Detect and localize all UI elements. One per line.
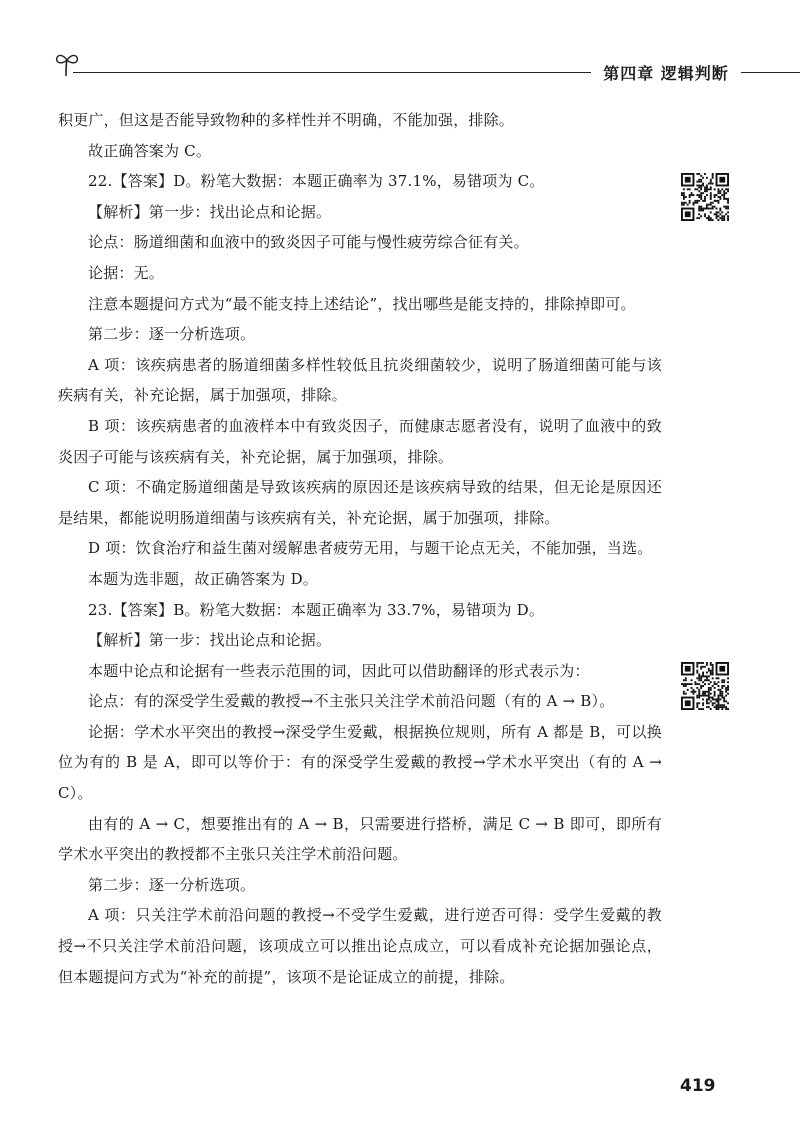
option-a-22: A 项：该疾病患者的肠道细菌多样性较低且抗炎细菌较少，说明了肠道细菌可能与该疾病有关，补充论据，属于加强项，排除。 (58, 355, 662, 405)
paragraph: 本题为选非题，故正确答案为 D。 (88, 569, 318, 588)
paragraph: 论据：无。 (88, 263, 165, 282)
page-number: 419 (680, 1076, 716, 1096)
answer-22: 22.【答案】D。粉笔大数据：本题正确率为 37.1%，易错项为 C。 (88, 172, 545, 191)
option-c-22: C 项：不确定肠道细菌是导致该疾病的原因还是该疾病导致的结果，但无论是原因还是结果，都能说明肠道细菌与该疾病有关，补充论据，属于加强项，排除。 (58, 478, 662, 527)
paragraph: 论点：有的深受学生爱戴的教授→不主张只关注学术前沿问题（有的 A → B）。 (88, 692, 615, 711)
option-a-23: A 项：只关注学术前沿问题的教授→不受学生爱戴，进行逆否可得：受学生爱戴的教授→不只关注学术前沿问题，该项成立可以推出论点成立，可以看成补充论据加强论点，但本题提问方式为“补充的前提”，该项不是论证成立的前提，排除。 (58, 906, 662, 986)
option-d-22: D 项：饮食治疗和益生菌对缓解患者疲劳无用，与题干论点无关，不能加强，当选。 (88, 539, 653, 558)
paragraph: 第二步：逐一分析选项。 (88, 875, 256, 894)
chapter-title: 第四章 逻辑判断 (591, 61, 741, 84)
sprout-icon (55, 48, 79, 78)
paragraph: 论据：学术水平突出的教授→深受学生爱戴，根据换位规则，所有 A 都是 B，可以换位为有的 B 是 A，即可以等价于：有的深受学生爱戴的教授→学术水平突出（有的 A → C）。 (58, 722, 662, 803)
paragraph: 由有的 A → C，想要推出有的 A → B，只需要进行搭桥，满足 C → B 即可，即所有学术水平突出的教授都不主张只关注学术前沿问题。 (58, 814, 662, 864)
paragraph: 故正确答案为 C。 (88, 141, 212, 160)
page-header (55, 48, 800, 88)
paragraph: 论点：肠道细菌和血液中的致炎因子可能与慢性疲劳综合征有关。 (88, 233, 529, 252)
answer-23: 23.【答案】B。粉笔大数据：本题正确率为 33.7%，易错项为 D。 (88, 600, 545, 619)
page-body (58, 105, 662, 992)
option-b-22: B 项：该疾病患者的血液样本中有致炎因子，而健康志愿者没有，说明了血液中的致炎因子可能与该疾病有关，补充论据，属于加强项，排除。 (58, 416, 662, 466)
paragraph: 本题中论点和论据有一些表示范围的词，因此可以借助翻译的形式表示为： (88, 661, 590, 680)
paragraph: 第二步：逐一分析选项。 (88, 325, 256, 344)
analysis-22: 【解析】第一步：找出论点和论据。 (88, 202, 332, 221)
qr-code-icon[interactable] (681, 662, 729, 710)
qr-code-icon[interactable] (681, 173, 729, 221)
paragraph: 注意本题提问方式为“最不能支持上述结论”，找出哪些是能支持的，排除掉即可。 (88, 294, 636, 313)
paragraph: 积更广，但这是否能导致物种的多样性并不明确，不能加强，排除。 (58, 111, 515, 129)
analysis-23: 【解析】第一步：找出论点和论据。 (88, 631, 332, 650)
